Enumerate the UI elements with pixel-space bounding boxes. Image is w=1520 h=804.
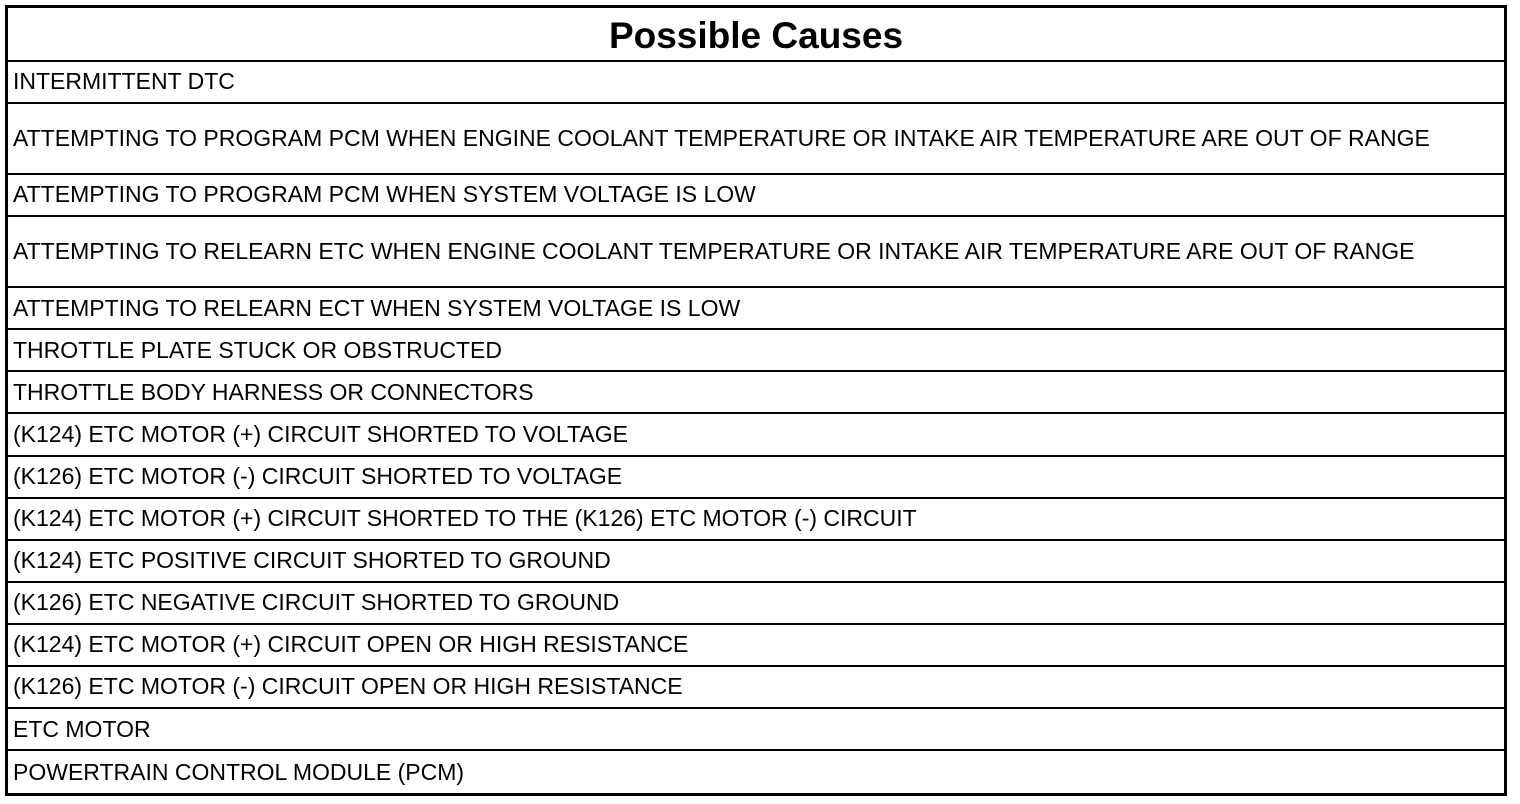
cause-text: INTERMITTENT DTC	[13, 68, 235, 95]
cause-text: (K126) ETC MOTOR (-) CIRCUIT SHORTED TO VOLTAGE	[13, 463, 623, 490]
cause-row	[8, 541, 1504, 583]
cause-row	[8, 104, 1504, 175]
possible-causes-table	[5, 5, 1507, 796]
cause-row	[8, 175, 1504, 217]
cause-row	[8, 372, 1504, 414]
cause-text: ETC MOTOR	[13, 715, 151, 742]
cause-text: ATTEMPTING TO PROGRAM PCM WHEN ENGINE COOLANT TEMPERATURE OR INTAKE AIR TEMPERATURE ARE OUT OF RANGE	[13, 124, 1430, 151]
cause-text: (K124) ETC POSITIVE CIRCUIT SHORTED TO GROUND	[13, 547, 611, 574]
cause-row	[8, 414, 1504, 456]
cause-text: (K124) ETC MOTOR (+) CIRCUIT OPEN OR HIGH RESISTANCE	[13, 631, 689, 658]
cause-row	[8, 499, 1504, 541]
cause-row	[8, 288, 1504, 330]
cause-text: ATTEMPTING TO PROGRAM PCM WHEN SYSTEM VOLTAGE IS LOW	[13, 181, 756, 208]
cause-text: (K124) ETC MOTOR (+) CIRCUIT SHORTED TO VOLTAGE	[13, 420, 628, 447]
cause-text: (K126) ETC MOTOR (-) CIRCUIT OPEN OR HIGH RESISTANCE	[13, 673, 683, 700]
cause-text: ATTEMPTING TO RELEARN ETC WHEN ENGINE COOLANT TEMPERATURE OR INTAKE AIR TEMPERATURE ARE OUT OF RANGE	[13, 238, 1415, 265]
cause-text: THROTTLE BODY HARNESS OR CONNECTORS	[13, 378, 534, 405]
cause-row	[8, 62, 1504, 104]
cause-row	[8, 751, 1504, 793]
cause-row	[8, 457, 1504, 499]
cause-text: THROTTLE PLATE STUCK OR OBSTRUCTED	[13, 336, 503, 363]
cause-row	[8, 583, 1504, 625]
table-title: Possible Causes	[8, 8, 1504, 62]
cause-row	[8, 667, 1504, 709]
cause-row	[8, 330, 1504, 372]
cause-text: POWERTRAIN CONTROL MODULE (PCM)	[13, 758, 465, 785]
cause-text: (K126) ETC NEGATIVE CIRCUIT SHORTED TO GROUND	[13, 589, 620, 616]
cause-row	[8, 217, 1504, 288]
cause-text: ATTEMPTING TO RELEARN ECT WHEN SYSTEM VOLTAGE IS LOW	[13, 294, 741, 321]
cause-text: (K124) ETC MOTOR (+) CIRCUIT SHORTED TO THE (K126) ETC MOTOR (-) CIRCUIT	[13, 505, 917, 532]
cause-row	[8, 709, 1504, 751]
cause-row	[8, 625, 1504, 667]
